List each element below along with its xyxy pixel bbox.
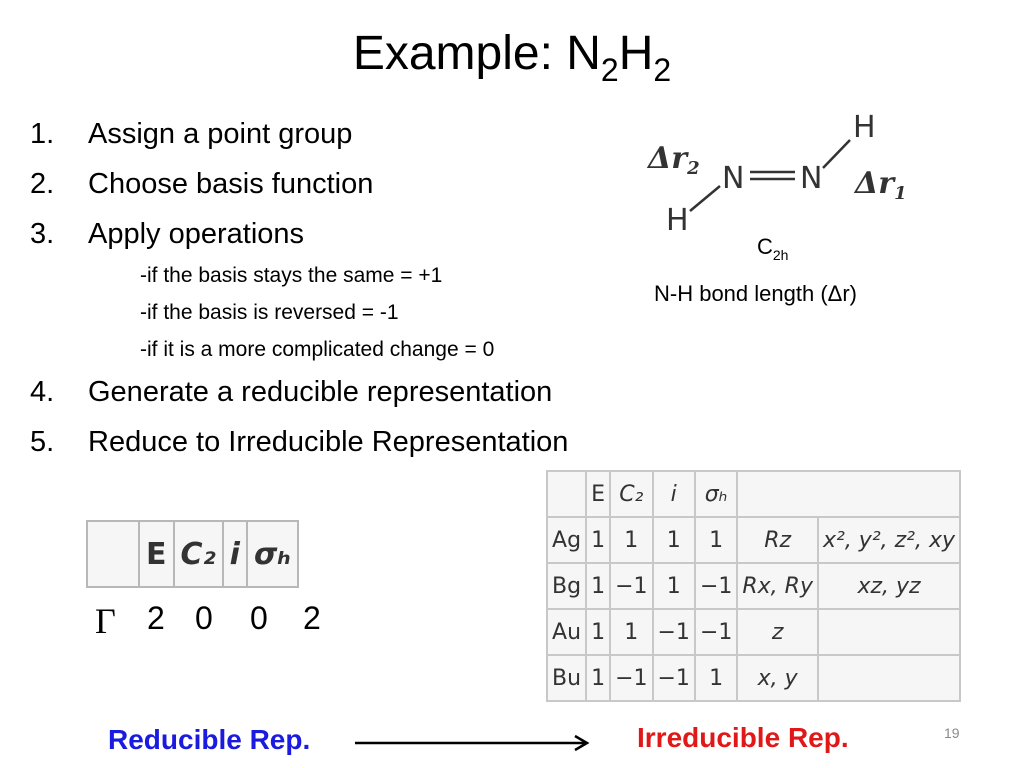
delta-r2-label: $\Delta r_2$ bbox=[648, 141, 700, 179]
table-cell: Bu bbox=[547, 655, 586, 701]
table-cell: xz, yz bbox=[818, 563, 960, 609]
table-cell bbox=[818, 655, 960, 701]
table-cell: 1 bbox=[610, 517, 652, 563]
substep-item: -if the basis stays the same = +1 bbox=[140, 264, 443, 287]
table-cell: −1 bbox=[695, 609, 737, 655]
n2h2-structure-diagram bbox=[640, 108, 930, 238]
atom-h: H bbox=[853, 110, 876, 145]
table-cell: Au bbox=[547, 609, 586, 655]
table-cell: 1 bbox=[695, 517, 737, 563]
table-cell: i bbox=[653, 471, 695, 517]
bond-nh-right bbox=[823, 140, 850, 168]
page-number: 19 bbox=[944, 725, 960, 741]
table-cell: 1 bbox=[586, 609, 610, 655]
table-cell bbox=[87, 521, 139, 587]
table-cell: Bg bbox=[547, 563, 586, 609]
table-cell: −1 bbox=[653, 609, 695, 655]
table-cell: E bbox=[586, 471, 610, 517]
table-cell: 1 bbox=[653, 517, 695, 563]
table-cell: 1 bbox=[586, 517, 610, 563]
bond-length-caption: N-H bond length (Δr) bbox=[654, 281, 857, 306]
table-row bbox=[547, 563, 960, 609]
table-cell: 1 bbox=[653, 563, 695, 609]
atom-n: N bbox=[800, 161, 823, 196]
table-cell: σₕ bbox=[247, 521, 298, 587]
table-cell: E bbox=[139, 521, 174, 587]
table-cell bbox=[547, 471, 586, 517]
table-cell: 1 bbox=[586, 655, 610, 701]
atom-n: N bbox=[722, 161, 745, 196]
table-cell: σₕ bbox=[695, 471, 737, 517]
table-cell: z bbox=[737, 609, 818, 655]
table-cell: 1 bbox=[695, 655, 737, 701]
table-cell: −1 bbox=[653, 655, 695, 701]
bond-nh-left bbox=[690, 186, 720, 211]
table-cell: Rx, Ry bbox=[737, 563, 818, 609]
irreducible-rep-label: Irreducible Rep. bbox=[637, 722, 849, 753]
gamma-value: 2 bbox=[147, 600, 165, 636]
table-cell: i bbox=[223, 521, 247, 587]
table-cell: −1 bbox=[695, 563, 737, 609]
table-cell: Ag bbox=[547, 517, 586, 563]
table-cell bbox=[818, 609, 960, 655]
slide-title: Example: $N_2H_2$ bbox=[352, 27, 672, 88]
table-cell: C₂ bbox=[174, 521, 223, 587]
substep-item: -if the basis is reversed = -1 bbox=[140, 301, 399, 324]
table-cell: x², y², z², xy bbox=[818, 517, 960, 563]
arrow-right-icon bbox=[355, 733, 595, 753]
table-cell: −1 bbox=[610, 563, 652, 609]
gamma-value: 0 bbox=[250, 600, 268, 636]
table-cell bbox=[737, 471, 960, 517]
table-cell: Rz bbox=[737, 517, 818, 563]
substep-item: -if it is a more complicated change = 0 bbox=[140, 338, 495, 361]
reducible-header-table bbox=[86, 520, 299, 588]
table-row bbox=[547, 655, 960, 701]
point-group-label: $C_{2h}$ bbox=[757, 234, 789, 263]
table-cell: 1 bbox=[586, 563, 610, 609]
table-row bbox=[547, 609, 960, 655]
table-row bbox=[547, 517, 960, 563]
table-row bbox=[547, 471, 960, 517]
gamma-symbol: Γ bbox=[95, 601, 116, 641]
character-table bbox=[546, 470, 961, 702]
delta-r1-label: $\Delta r_1$ bbox=[855, 166, 907, 204]
gamma-value: 0 bbox=[195, 600, 213, 636]
table-cell: 1 bbox=[610, 609, 652, 655]
atom-h: H bbox=[666, 203, 689, 238]
gamma-value: 2 bbox=[303, 600, 321, 636]
reducible-rep-label: Reducible Rep. bbox=[108, 724, 311, 755]
table-cell: −1 bbox=[610, 655, 652, 701]
table-cell: C₂ bbox=[610, 471, 652, 517]
table-cell: x, y bbox=[737, 655, 818, 701]
